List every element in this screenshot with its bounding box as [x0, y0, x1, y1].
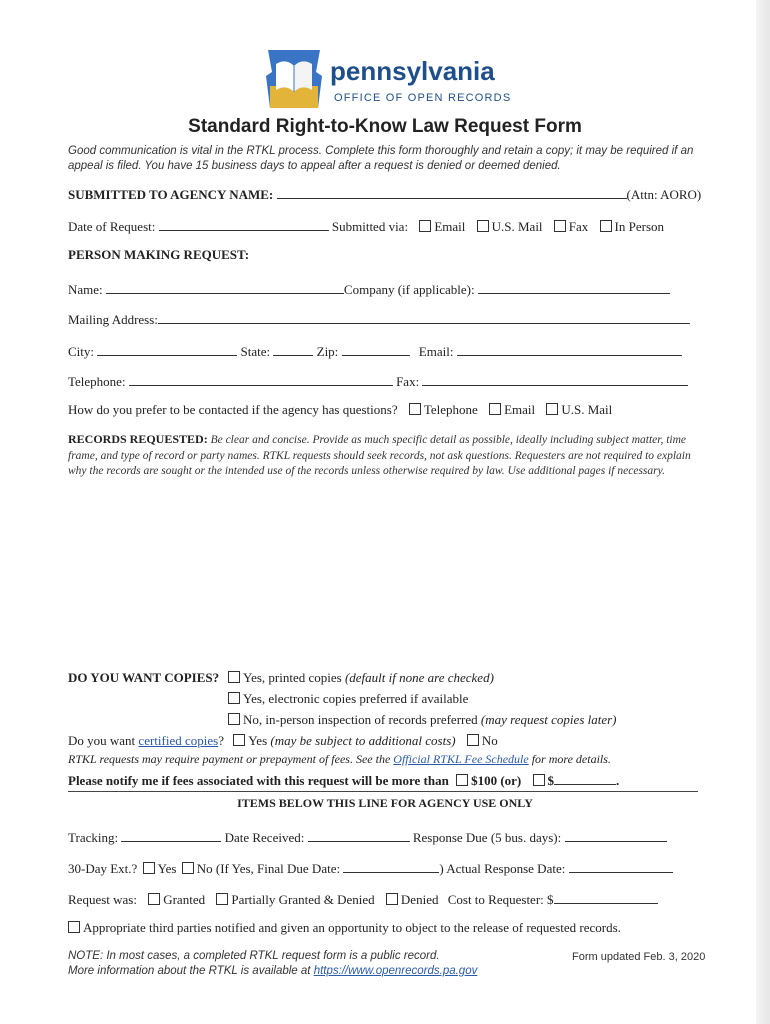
inspection-note: (may request copies later): [480, 712, 617, 727]
electronic-copies-label: Yes, electronic copies preferred if available: [243, 691, 469, 706]
printed-copies-checkbox[interactable]: [228, 671, 240, 683]
in-person-checkbox[interactable]: [600, 220, 612, 232]
name-label: Name:: [68, 282, 103, 297]
extension-yes-checkbox[interactable]: [143, 862, 155, 874]
fax-checkbox[interactable]: [554, 220, 566, 232]
certified-yes-note: (may be subject to additional costs): [270, 733, 456, 748]
copies-heading: DO YOU WANT COPIES?: [68, 670, 220, 685]
scan-page-edge: [756, 0, 770, 1024]
extension-label: 30-Day Ext.?: [68, 861, 138, 876]
company-field[interactable]: [478, 279, 670, 294]
tracking-label: Tracking:: [68, 830, 119, 845]
city-row: [68, 341, 682, 360]
electronic-copies-checkbox[interactable]: [228, 692, 240, 704]
contact-email-label: Email: [504, 402, 536, 417]
certified-no-label: No: [481, 733, 498, 748]
contact-telephone-label: Telephone: [423, 402, 478, 417]
agency-name-field[interactable]: [277, 184, 627, 199]
date-received-field[interactable]: [308, 827, 410, 842]
open-records-link[interactable]: https://www.openrecords.pa.gov: [313, 965, 478, 977]
attn-label: (Attn: AORO): [626, 187, 702, 202]
mailing-address-label: Mailing Address:: [68, 312, 158, 327]
email-field[interactable]: [457, 341, 682, 356]
printed-copies-note: (default if none are checked): [344, 670, 494, 685]
notify-custom-label: $: [547, 773, 554, 788]
notify-text: Please notify me if fees associated with this request will be more than: [68, 773, 449, 788]
actual-response-label: ) Actual Response Date:: [439, 861, 566, 876]
third-parties-label: Appropriate third parties notified and given an opportunity to object to the release of requested records.: [83, 920, 621, 935]
public-record-note: NOTE: In most cases, a completed RTKL request form is a public record.: [68, 950, 440, 962]
request-was-label: Request was:: [68, 892, 137, 907]
city-label: City:: [68, 344, 95, 359]
contact-telephone-checkbox[interactable]: [409, 403, 421, 415]
email-label: Email:: [418, 344, 454, 359]
fee-suffix: for more details.: [531, 752, 611, 766]
address-row: [68, 309, 690, 328]
certified-yes-label: Yes: [248, 733, 268, 748]
more-info-text: More information about the RTKL is available at: [68, 965, 311, 977]
records-requested-section: [68, 432, 700, 480]
denied-checkbox[interactable]: [386, 893, 398, 905]
granted-label: Granted: [163, 892, 206, 907]
certified-prefix: Do you want: [68, 733, 136, 748]
inspection-label: No, in-person inspection of records preferred: [243, 712, 478, 727]
name-field[interactable]: [106, 279, 344, 294]
certified-copies-link[interactable]: certified copies: [138, 733, 219, 748]
copies-option-electronic: [228, 691, 468, 707]
submitted-via-label: Submitted via:: [331, 219, 409, 234]
inspection-checkbox[interactable]: [228, 713, 240, 725]
certified-copies-row: [68, 733, 498, 749]
request-status-row: [68, 889, 658, 908]
fax-option-label: Fax: [568, 219, 589, 234]
date-field[interactable]: [159, 216, 329, 231]
fax-label: Fax:: [396, 374, 420, 389]
agency-divider: [68, 791, 698, 792]
notify-custom-amount-field[interactable]: [554, 770, 616, 785]
actual-response-field[interactable]: [569, 858, 673, 873]
records-requested-area[interactable]: [68, 500, 698, 660]
agency-name-label: SUBMITTED TO AGENCY NAME:: [68, 187, 274, 202]
fax-field[interactable]: [422, 371, 688, 386]
zip-field[interactable]: [342, 341, 410, 356]
contact-email-checkbox[interactable]: [489, 403, 501, 415]
us-mail-checkbox[interactable]: [477, 220, 489, 232]
notify-fees-row: Please notify me if fees associated with this request will be more than $100 (or) $ .: [68, 770, 619, 789]
date-row: [68, 216, 664, 235]
date-label: Date of Request:: [68, 219, 156, 234]
contact-mail-checkbox[interactable]: [546, 403, 558, 415]
granted-checkbox[interactable]: [148, 893, 160, 905]
company-label: Company (if applicable):: [343, 282, 475, 297]
mailing-address-field[interactable]: [158, 309, 690, 324]
keystone-book-logo-icon: [262, 46, 326, 110]
tracking-field[interactable]: [121, 827, 221, 842]
denied-label: Denied: [400, 892, 439, 907]
email-checkbox[interactable]: [419, 220, 431, 232]
state-field[interactable]: [273, 341, 313, 356]
certified-question-mark: ?: [218, 733, 224, 748]
contact-question: How do you prefer to be contacted if the agency has questions?: [68, 402, 398, 417]
intro-text: Good communication is vital in the RTKL process. Complete this form thoroughly and retain a copy; it may be required if an appeal is filed. You have 15 business days to appeal after a request is denied or deemed denied.: [68, 145, 694, 172]
printed-copies-label: Yes, printed copies: [243, 670, 342, 685]
extension-no-checkbox[interactable]: [182, 862, 194, 874]
fee-schedule-link[interactable]: Official RTKL Fee Schedule: [393, 752, 529, 766]
fee-schedule-row: [68, 752, 611, 767]
agency-use-heading: ITEMS BELOW THIS LINE FOR AGENCY USE ONLY: [237, 796, 533, 810]
contact-mail-label: U.S. Mail: [561, 402, 613, 417]
page-title: Standard Right-to-Know Law Request Form: [188, 116, 582, 137]
extension-yes-label: Yes: [157, 861, 177, 876]
brand-name: pennsylvania: [330, 56, 495, 86]
us-mail-option-label: U.S. Mail: [491, 219, 543, 234]
copies-option-inspection: [228, 712, 617, 728]
telephone-label: Telephone:: [68, 374, 126, 389]
extension-no-label: No: [196, 861, 213, 876]
response-due-label: Response Due (5 bus. days):: [412, 830, 562, 845]
contact-preference-row: [68, 402, 612, 418]
third-parties-checkbox[interactable]: [68, 921, 80, 933]
cost-label: Cost to Requester: $: [447, 892, 554, 907]
records-instructions: Be clear and concise. Provide as much specific detail as possible, ideally including subject matter, time frame, and type of record or party names. RTKL requests should seek records, not ask questions. Requesters are not required to explain why the records are sought or the intended use of the records unless otherwise required by law. Use additional pages if necessary.: [68, 434, 691, 477]
final-due-date-label: (If Yes, Final Due Date:: [215, 861, 341, 876]
copies-option-printed: [228, 670, 494, 686]
notify-100-label: $100 (or): [471, 773, 522, 788]
partially-granted-checkbox[interactable]: [216, 893, 228, 905]
certified-yes-checkbox[interactable]: [233, 734, 245, 746]
fee-text: RTKL requests may require payment or prepayment of fees. See the: [68, 752, 391, 766]
email-option-label: Email: [434, 219, 466, 234]
name-row: [68, 279, 670, 298]
zip-label: Zip:: [316, 344, 339, 359]
partially-granted-label: Partially Granted & Denied: [231, 892, 375, 907]
extension-row: [68, 858, 673, 877]
cost-field[interactable]: [554, 889, 658, 904]
telephone-row: [68, 371, 688, 390]
notify-custom-checkbox[interactable]: [533, 774, 545, 786]
footer-note: [68, 949, 477, 979]
third-parties-row: [68, 920, 621, 936]
in-person-option-label: In Person: [614, 219, 665, 234]
response-due-field[interactable]: [565, 827, 667, 842]
agency-name-row: [68, 184, 701, 203]
date-received-label: Date Received:: [224, 830, 305, 845]
records-requested-heading: RECORDS REQUESTED:: [68, 432, 208, 446]
telephone-field[interactable]: [129, 371, 393, 386]
state-label: State:: [240, 344, 271, 359]
brand-office-name: OFFICE OF OPEN RECORDS: [334, 92, 512, 104]
certified-no-checkbox[interactable]: [467, 734, 479, 746]
person-heading: PERSON MAKING REQUEST:: [68, 247, 250, 262]
form-updated-date: Form updated Feb. 3, 2020: [572, 951, 706, 963]
final-due-date-field[interactable]: [343, 858, 439, 873]
city-field[interactable]: [97, 341, 237, 356]
tracking-row: [68, 827, 667, 846]
notify-100-checkbox[interactable]: [456, 774, 468, 786]
